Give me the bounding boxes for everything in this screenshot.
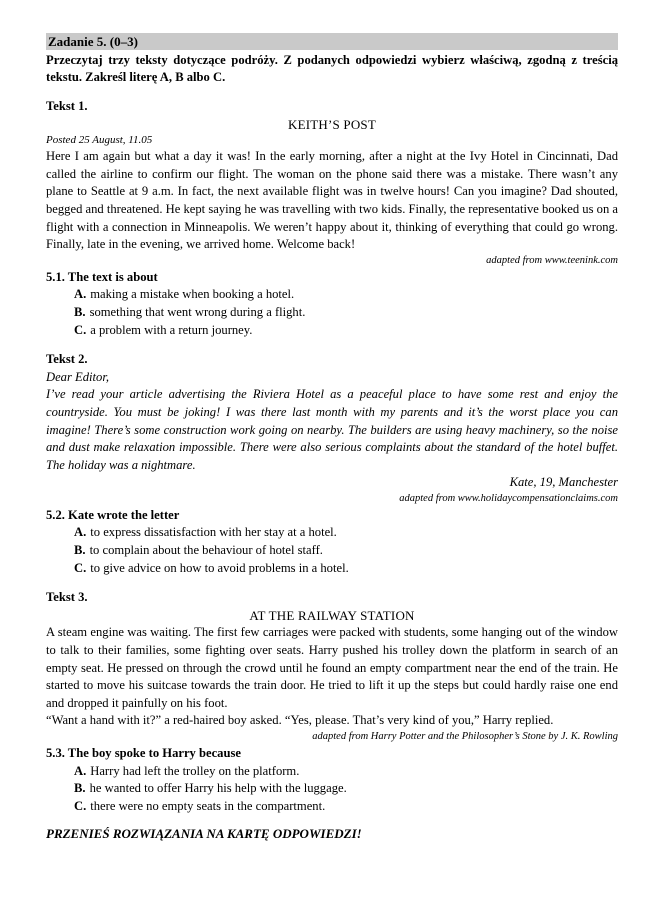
text-3-title: AT THE RAILWAY STATION xyxy=(249,607,415,623)
text-1 xyxy=(46,98,618,339)
question-5-2: 5.2. Kate wrote the letter xyxy=(46,507,180,522)
option-letter: A. xyxy=(74,525,87,540)
text-1-body: Here I am again but what a day it was! In the early morning, after a night at the Ivy Hotel in Cincinnati, Dad called the airline to confirm our flight. The woman on the phone said there was a mistake. There wasn’t any plane to Seattle at 9 a.m. In fact, the next available flight was in twelve hours! Can you imagine? Dad shouted, begged and threatened. He kept saying he was travelling with two kids. Finally, the representative booked us on a flight with a connection in Minneapolis. We weren’t happy about it, thinking of everything that could go wrong. Finally, late in the evening, we arrived home. Welcome back! xyxy=(46,149,618,252)
option-letter: C. xyxy=(74,322,87,337)
text-2-source: adapted from www.holidaycompensationclaims.com xyxy=(399,492,618,504)
option-5-2-b[interactable] xyxy=(46,542,618,560)
option-5-3-b[interactable] xyxy=(46,780,618,798)
option-5-1-b[interactable] xyxy=(46,304,618,322)
question-5-2-options xyxy=(46,524,618,577)
option-text: making a mistake when booking a hotel. xyxy=(90,287,295,302)
option-letter: B. xyxy=(74,304,86,319)
option-5-2-c[interactable] xyxy=(46,560,618,578)
option-letter: B. xyxy=(74,781,86,796)
question-5-1-options xyxy=(46,286,618,339)
option-5-2-a[interactable] xyxy=(46,524,618,542)
text-1-label: Tekst 1. xyxy=(46,99,88,113)
text-2-signature: Kate, 19, Manchester xyxy=(509,475,618,490)
option-text: to express dissatisfaction with her stay at a hotel. xyxy=(90,525,337,540)
option-5-1-c[interactable] xyxy=(46,322,618,340)
option-text: a problem with a return journey. xyxy=(90,322,253,337)
task-instruction: Przeczytaj trzy teksty dotyczące podróży. Z podanych odpowiedzi wybierz właściwą, zgodną z treścią tekstu. Zakreśl literę A, B albo C. xyxy=(46,53,618,84)
text-3-label: Tekst 3. xyxy=(46,590,88,605)
text-3-body: A steam engine was waiting. The first few carriages were packed with students, some hanging out of the window to talk to their families, some fighting over seats. Harry pushed his trolley down the platform in search of an empty seat. He pressed on through the crowd until he found an empty compartment near the end of the train. He started to move his suitcase towards the train door. He tried to lift it up the steps but could hardly raise one end and dropped it painfully on his foot. xyxy=(46,625,618,710)
option-text: there were no empty seats in the compartment. xyxy=(90,798,326,813)
option-text: he wanted to offer Harry his help with the luggage. xyxy=(89,781,347,796)
option-text: Harry had left the trolley on the platform. xyxy=(90,763,300,778)
text-2-label: Tekst 2. xyxy=(46,352,88,367)
question-5-3-options xyxy=(46,763,618,816)
text-3 xyxy=(46,589,618,815)
option-5-3-a[interactable] xyxy=(46,763,618,781)
option-text: to complain about the behaviour of hotel staff. xyxy=(89,543,323,558)
text-2 xyxy=(46,351,618,577)
option-5-1-a[interactable] xyxy=(46,286,618,304)
question-5-3: 5.3. The boy spoke to Harry because xyxy=(46,746,241,760)
text-1-source: adapted from www.teenink.com xyxy=(486,254,618,266)
transfer-answers-note: PRZENIEŚ ROZWIĄZANIA NA KARTĘ ODPOWIEDZI! xyxy=(46,826,362,842)
option-letter: C. xyxy=(74,560,87,575)
task-header: Zadanie 5. (0–3) xyxy=(46,33,618,50)
option-text: something that went wrong during a flight. xyxy=(89,304,306,319)
text-2-body: I’ve read your article advertising the Riviera Hotel as a peaceful place to have some rest and enjoy the countryside. You must be joking! I was there last month with my parents and it’s the worst place you can imagine! There’s some construction work going on nearby. The builders are using heavy machinery, so the noise and dust make relaxation impossible. There were also serious complaints about the standard of the hotel buffet. The holiday was a nightmare. xyxy=(46,387,618,472)
option-letter: A. xyxy=(74,763,87,778)
option-letter: B. xyxy=(74,543,86,558)
text-3-source: adapted from Harry Potter and the Philosopher’s Stone by J. K. Rowling xyxy=(312,731,618,742)
option-letter: C. xyxy=(74,798,87,813)
option-letter: A. xyxy=(74,287,87,302)
text-1-title: KEITH’S POST xyxy=(288,116,376,132)
question-5-1: 5.1. The text is about xyxy=(46,269,158,284)
option-text: to give advice on how to avoid problems in a hotel. xyxy=(90,560,349,575)
exam-page xyxy=(46,33,618,843)
text-3-dialogue: “Want a hand with it?” a red-haired boy asked. “Yes, please. That’s very kind of you,” Harry replied. xyxy=(46,713,554,728)
text-1-posted-date: Posted 25 August, 11.05 xyxy=(46,134,153,147)
option-5-3-c[interactable] xyxy=(46,798,618,816)
text-2-greeting: Dear Editor, xyxy=(46,369,109,384)
